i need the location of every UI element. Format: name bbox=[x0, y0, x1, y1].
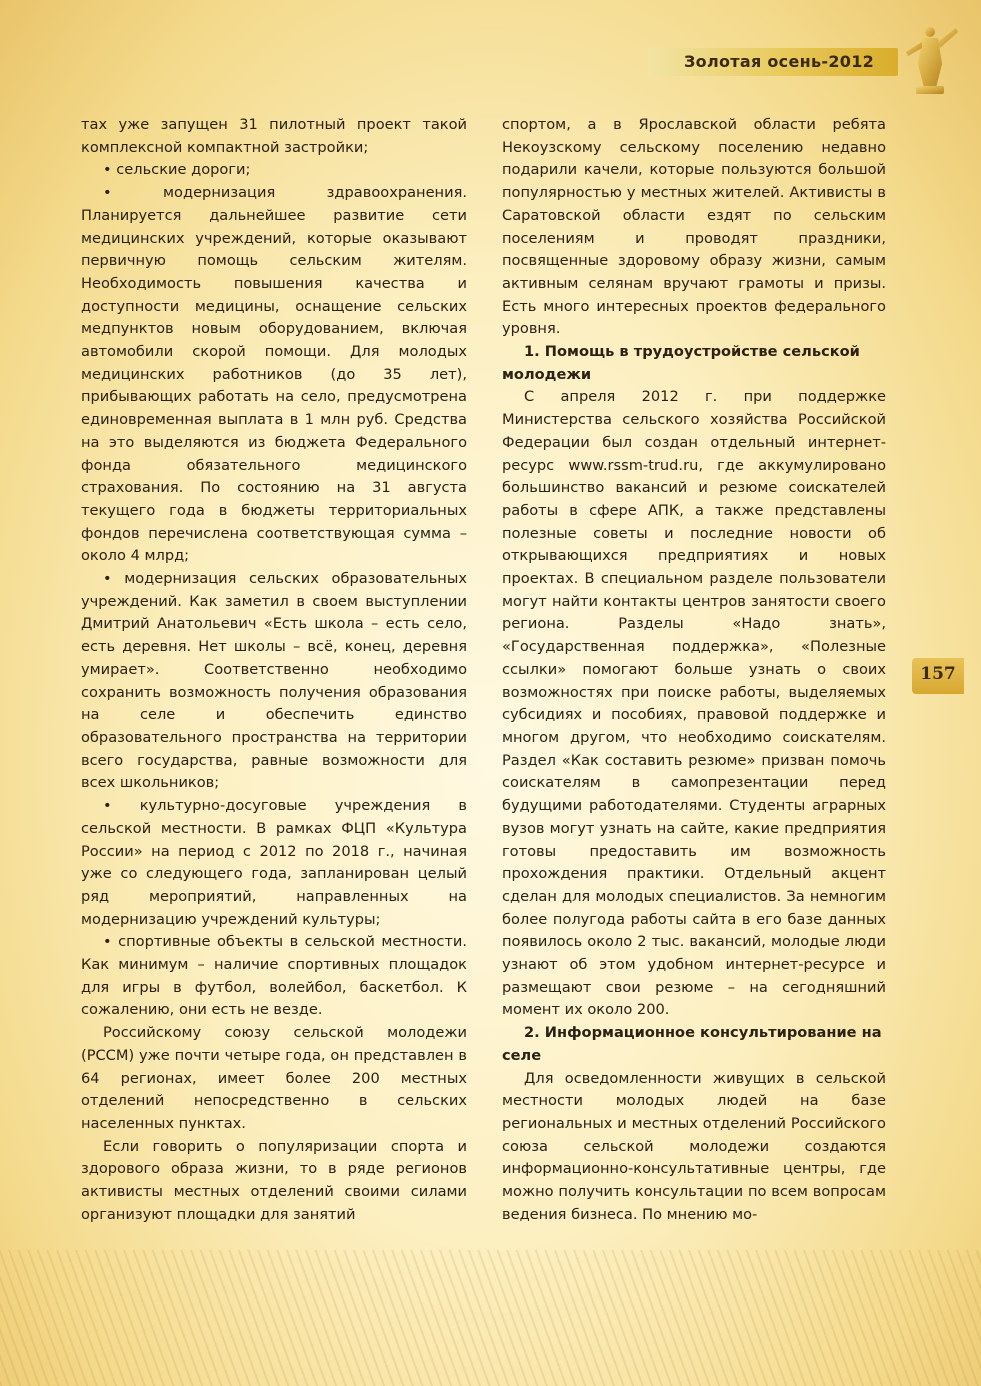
left-text-column bbox=[81, 114, 467, 1226]
paragraph: Для осведомленности живущих в сельской местности молодых людей на базе региональных и местных отделений Российского союза сельской молодежи создаются информационно-консультативные центры, где можно получить консультации по всем вопросам ведения бизнеса. По мнению мо- bbox=[502, 1069, 886, 1223]
paragraph: С апреля 2012 г. при поддержке Министерства сельского хозяйства Российской Федерации был создан отдельный интернет-ресурс www.rssm-trud.ru, где аккумулировано большинство вакансий и резюме соискателей работы в сфере АПК, а также представлены полезные советы и последние новости об открывающихся предприятиях и новых проектах. В специальном разделе пользователи могут найти контакты центров занятости своего региона. Разделы «Надо знать», «Государственная поддержка», «Полезные ссылки» помогают больше узнать о своих возможностях при поиске работы, выделяемых субсидиях и пособиях, правовой поддержке и многом другом, что необходимо соискателям. Раздел «Как составить резюме» призван помочь соискателям в самопрезентации перед будущими работодателями. Студенты аграрных вузов могут узнать на сайте, какие предприятия готовы предоставить им возможность прохождения практики. Отдельный акцент сделан для молодых специалистов. За немногим более полугода работы сайта в его базе данных появилось около 2 тыс. вакансий, молодые люди узнают об этом удобном интернет-ресурсе и размещают свои резюме – на сегодняшний момент их около 200. bbox=[502, 388, 886, 1019]
paragraph: тах уже запущен 31 пилотный проект такой комплексной компактной застройки; bbox=[81, 116, 467, 156]
right-text-column bbox=[502, 114, 886, 1226]
paragraph: спортом, а в Ярославской области ребята Некоузскому сельскому поселению недавно подарили качели, которые пользуются большой популярностью у местных жителей. Активисты в Саратовской области ездят по сельским поселениям и проводят праздники, посвященные здоровому образу жизни, самым активным селянам вручают грамоты и призы. Есть много интересных проектов федерального уровня. bbox=[502, 116, 886, 338]
section-heading: 1. Помощь в трудоустройстве сельской молодежи bbox=[502, 343, 860, 383]
bullet-item: • сельские дороги; bbox=[103, 161, 251, 179]
bullet-item: • модернизация сельских образовательных учреждений. Как заметил в своем выступлении Дмитрий Анатольевич «Есть школа – есть село, есть деревня. Нет школы – всё, конец, деревня умирает». Соответственно необходимо сохранить возможность получения образования на селе и обеспечить единство образовательного пространства на территории всего государства, равные возможности для всех школьников; bbox=[81, 570, 467, 792]
page-number: 157 bbox=[920, 664, 956, 684]
bullet-item: • спортивные объекты в сельской местности. Как минимум – наличие спортивных площадок для игры в футбол, волейбол, баскетбол. К сожалению, они есть не везде. bbox=[81, 933, 467, 1019]
paragraph: Если говорить о популяризации спорта и здорового образа жизни, то в ряде регионов активисты местных отделений своими силами организуют площадки для занятий bbox=[81, 1137, 467, 1223]
section-heading: 2. Информационное консультирование на селе bbox=[502, 1024, 882, 1064]
wheat-background-decoration bbox=[0, 1250, 981, 1386]
bullet-item: • модернизация здравоохранения. Планируется дальнейшее развитие сети медицинских учреждений, которые оказывают первичную помощь сельским жителям. Необходимость повышения качества и доступности медицины, оснащение сельских медпунктов новым оборудованием, включая автомобили скорой помощи. Для молодых медицинских работников (до 35 лет), прибывающих работать на село, предусмотрена единовременная выплата в 1 млн руб. Средства на это выделяются из бюджета Федерального фонда обязательного медицинского страхования. По состоянию на 31 августа текущего года в бюджеты территориальных фондов перечислена соответствующая сумма – около 4 млрд; bbox=[81, 184, 467, 565]
paragraph: Российскому союзу сельской молодежи (РССМ) уже почти четыре года, он представлен в 64 регионах, имеет более 200 местных отделений непосредственно в сельских населенных пунктах. bbox=[81, 1024, 467, 1132]
golden-statue-logo bbox=[900, 18, 960, 98]
running-header-title: Золотая осень-2012 bbox=[684, 52, 875, 71]
bullet-item: • культурно-досуговые учреждения в сельской местности. В рамках ФЦП «Культура России» на период с 2012 по 2018 г., начиная уже со следующего года, запланирован целый ряд мероприятий, направленных на модернизацию учреждений культуры; bbox=[81, 797, 467, 928]
